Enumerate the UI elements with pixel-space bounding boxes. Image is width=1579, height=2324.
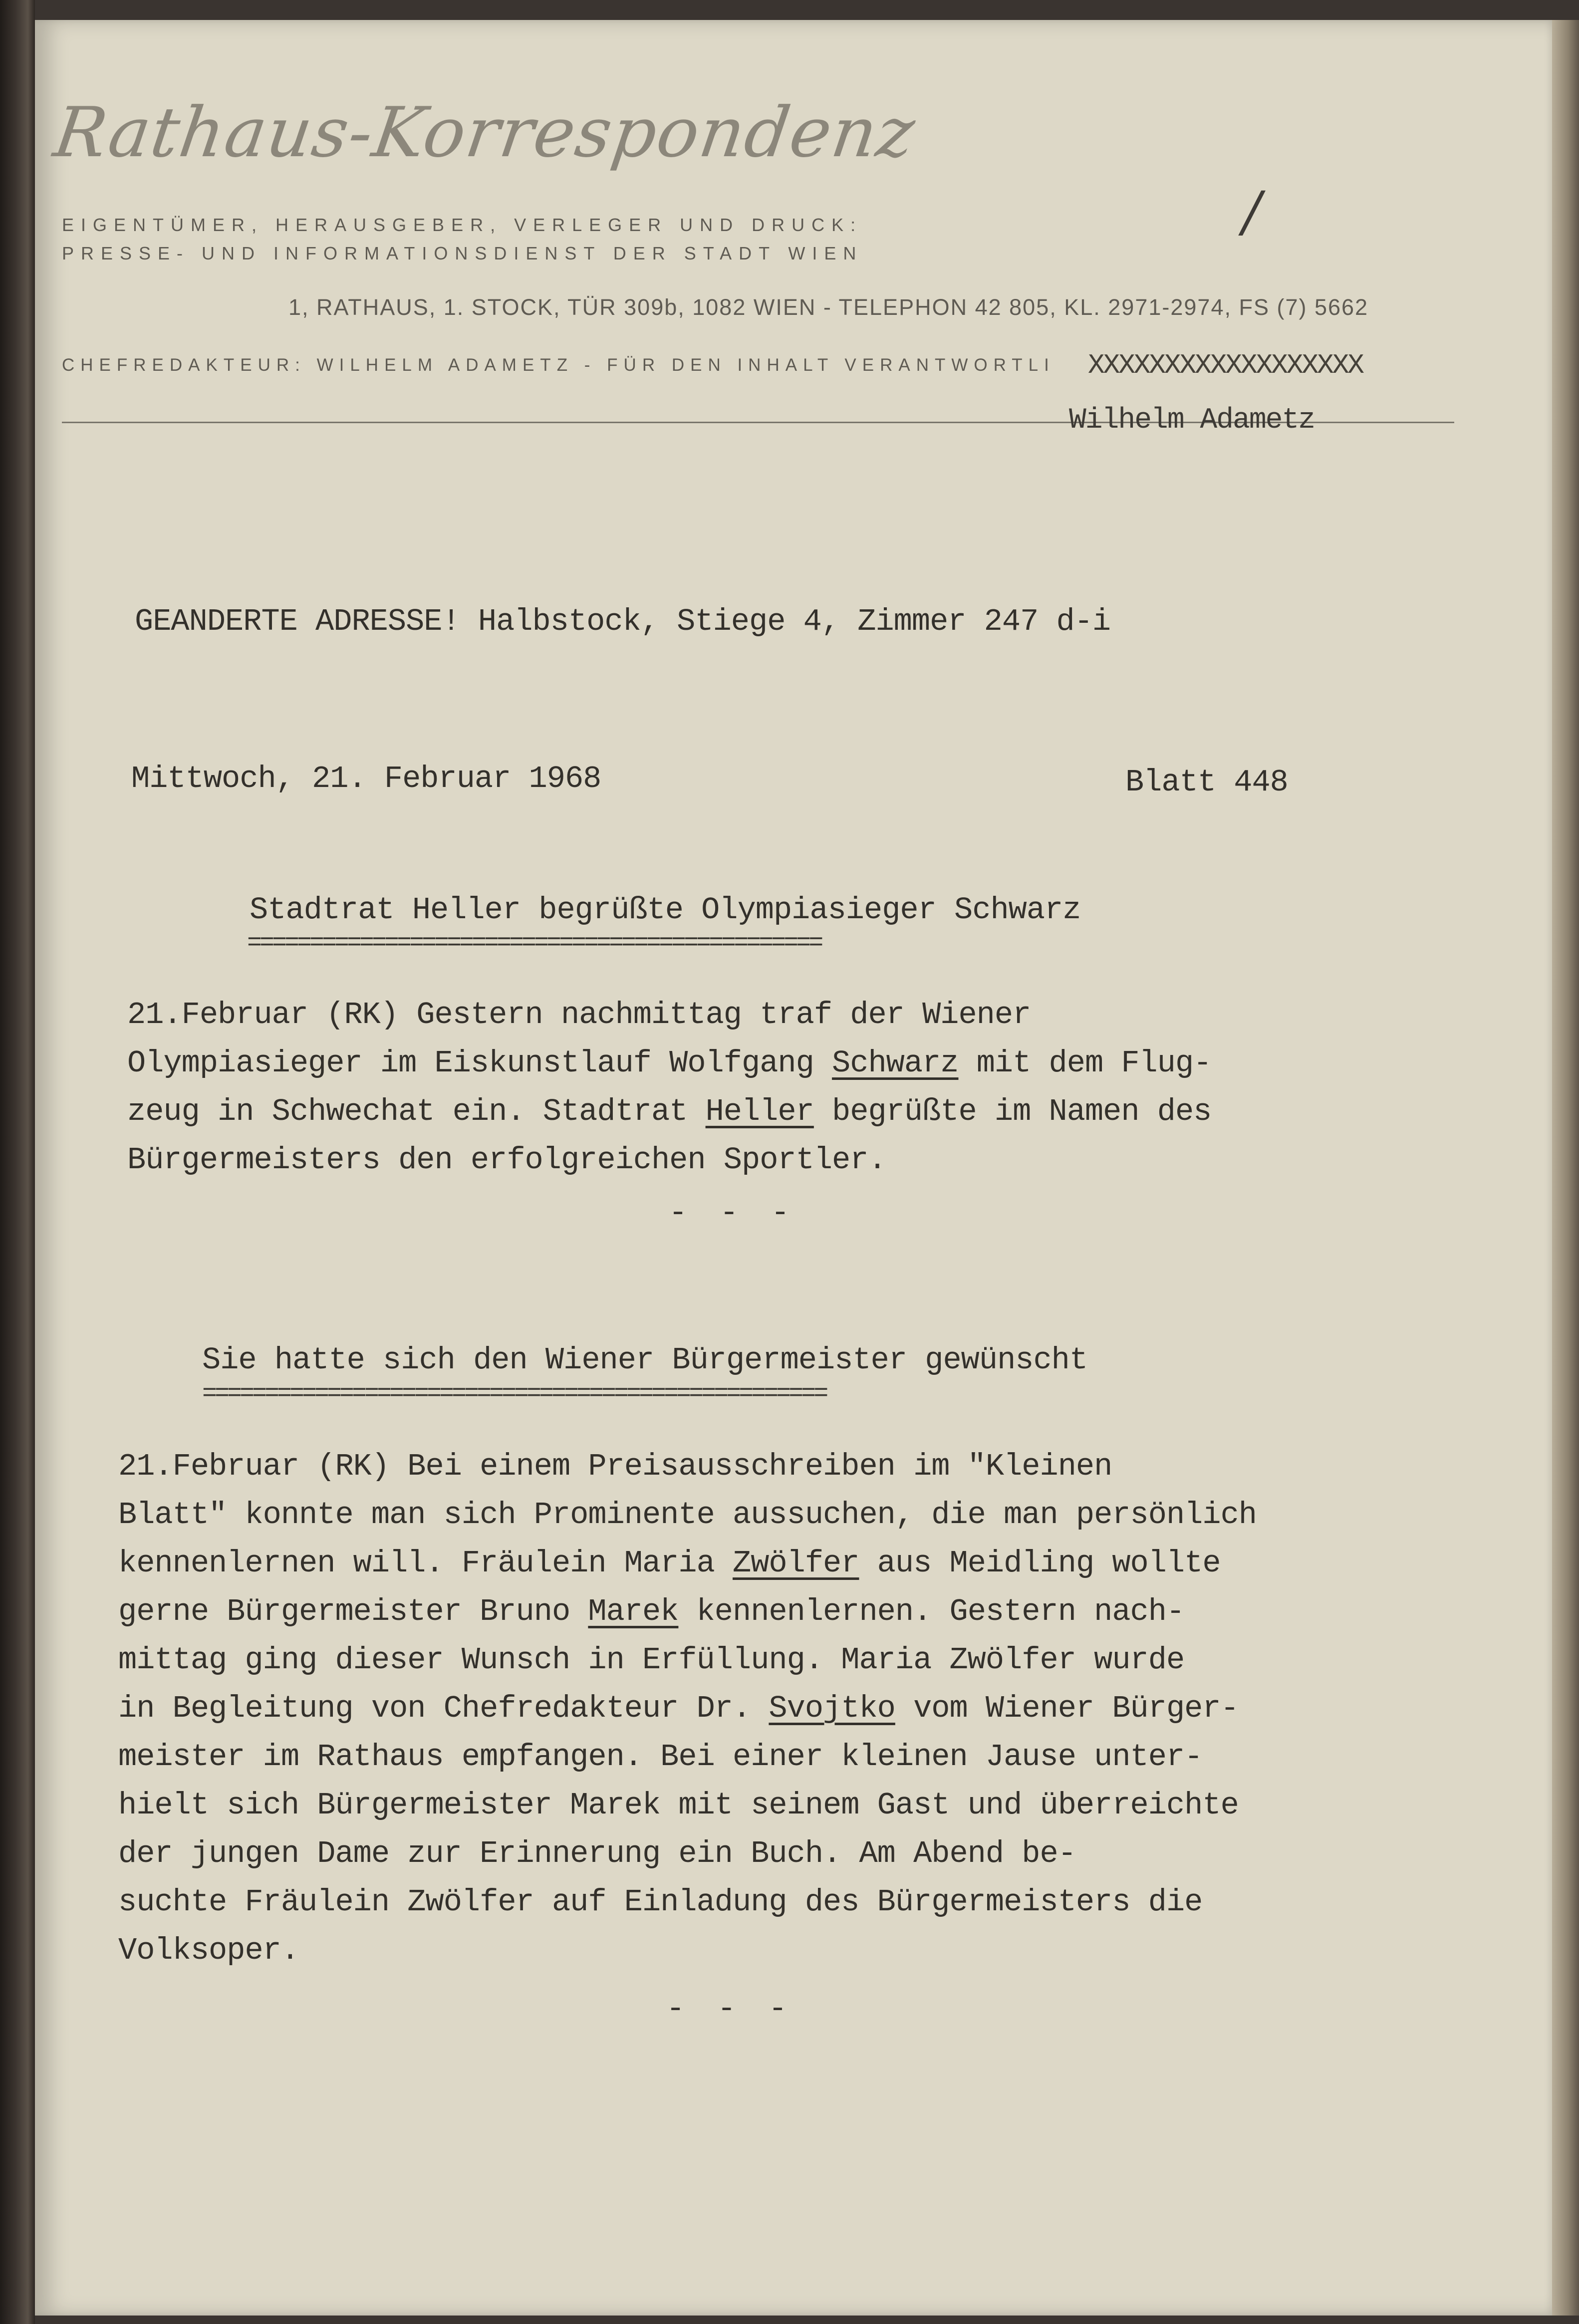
underlined-name: Marek [588,1594,679,1629]
text-line [118,1878,1257,1926]
text-line [127,991,1211,1039]
letterhead-owner-line: EIGENTÜMER, HERAUSGEBER, VERLEGER UND DRUCK: [62,215,863,235]
text-segment: kennenlernen. Gestern nach- [678,1594,1185,1629]
text-line [118,1781,1257,1829]
underlined-name: Zwölfer [733,1546,859,1581]
article-2-title: Sie hatte sich den Wiener Bürgermeister gewünscht [202,1342,1088,1378]
text-segment: Blatt" konnte man sich Prominente aussuchen, die man persönlich [118,1497,1257,1533]
text-segment: zeug in Schwechat ein. Stadtrat [127,1094,706,1129]
underlined-name: Heller [705,1094,814,1129]
text-line [127,1039,1211,1087]
issue-date: Mittwoch, 21. Februar 1968 [131,761,601,796]
address-notice: GEANDERTE ADRESSE! Halbstock, Stiege 4, Zimmer 247 d-i [135,604,1111,639]
underlined-name: Svojtko [769,1691,895,1726]
text-segment: hielt sich Bürgermeister Marek mit seinem Gast und überreichte [118,1788,1239,1823]
underlined-name: Schwarz [832,1045,959,1081]
article-2-body [118,1442,1257,1975]
text-line [127,1136,1211,1184]
article-1-title-underline: ============================================== [247,929,821,958]
book-binding [0,0,35,2324]
text-segment: Olympiasieger im Eiskunstlauf Wolfgang [127,1045,832,1081]
text-segment: in Begleitung von Chefredakteur Dr. [118,1691,769,1726]
text-segment: der jungen Dame zur Erinnerung ein Buch. Am Abend be- [118,1836,1076,1871]
handwritten-mark: / [1243,180,1262,244]
letterhead-publisher-line: PRESSE- UND INFORMATIONSDIENST DER STADT WIEN [62,243,863,263]
text-line [118,1491,1257,1539]
text-segment: kennenlernen will. Fräulein Maria [118,1546,733,1581]
text-segment: begrüßte im Namen des [813,1094,1212,1129]
text-line [118,1829,1257,1878]
article-1-body [127,991,1211,1184]
text-line [118,1733,1257,1781]
text-line [118,1587,1257,1636]
text-line [118,1442,1257,1491]
article-1-end-mark: - - - [669,1195,797,1231]
text-segment: meister im Rathaus empfangen. Bei einer kleinen Jause unter- [118,1739,1203,1775]
text-line [127,1087,1211,1136]
text-segment: mittag ging dieser Wunsch in Erfüllung. Maria Zwölfer wurde [118,1642,1185,1678]
text-line [118,1636,1257,1684]
struck-out-text: XXXXXXXXXXXXXXXXXX [1088,349,1363,381]
page-edge [1552,20,1579,2316]
letterhead-address: 1, RATHAUS, 1. STOCK, TÜR 309b, 1082 WIEN - TELEPHON 42 805, KL. 2971-2974, FS (7) 5662 [288,294,1369,320]
article-2-title-underline: ================================================== [202,1380,826,1408]
letterhead-logo: Rathaus-Korrespondenz [49,92,921,173]
text-segment: 21.Februar (RK) Bei einem Preisausschreiben im "Kleinen [118,1449,1112,1484]
text-line [118,1539,1257,1587]
text-line [118,1926,1257,1975]
letterhead-chief-editor: CHEFREDAKTEUR: WILHELM ADAMETZ - FÜR DEN INHALT VERANTWORTLI [62,355,1055,375]
sheet-number: Blatt 448 [1125,765,1288,800]
responsible-editor: Wilhelm Adametz [1069,404,1315,437]
text-segment: gerne Bürgermeister Bruno [118,1594,588,1629]
text-segment: Bürgermeisters den erfolgreichen Sportler. [127,1142,886,1178]
text-segment: 21.Februar (RK) Gestern nachmittag traf der Wiener [127,997,1031,1033]
text-segment: aus Meidling wollte [859,1546,1221,1581]
text-segment: Volksoper. [118,1933,299,1968]
text-segment: mit dem Flug- [958,1045,1212,1081]
article-1-title: Stadtrat Heller begrüßte Olympiasieger Schwarz [250,892,1081,928]
text-line [118,1684,1257,1733]
article-2-end-mark: - - - [666,1991,794,2027]
text-segment: vom Wiener Bürger- [895,1691,1239,1726]
text-segment: suchte Fräulein Zwölfer auf Einladung des Bürgermeisters die [118,1884,1203,1920]
